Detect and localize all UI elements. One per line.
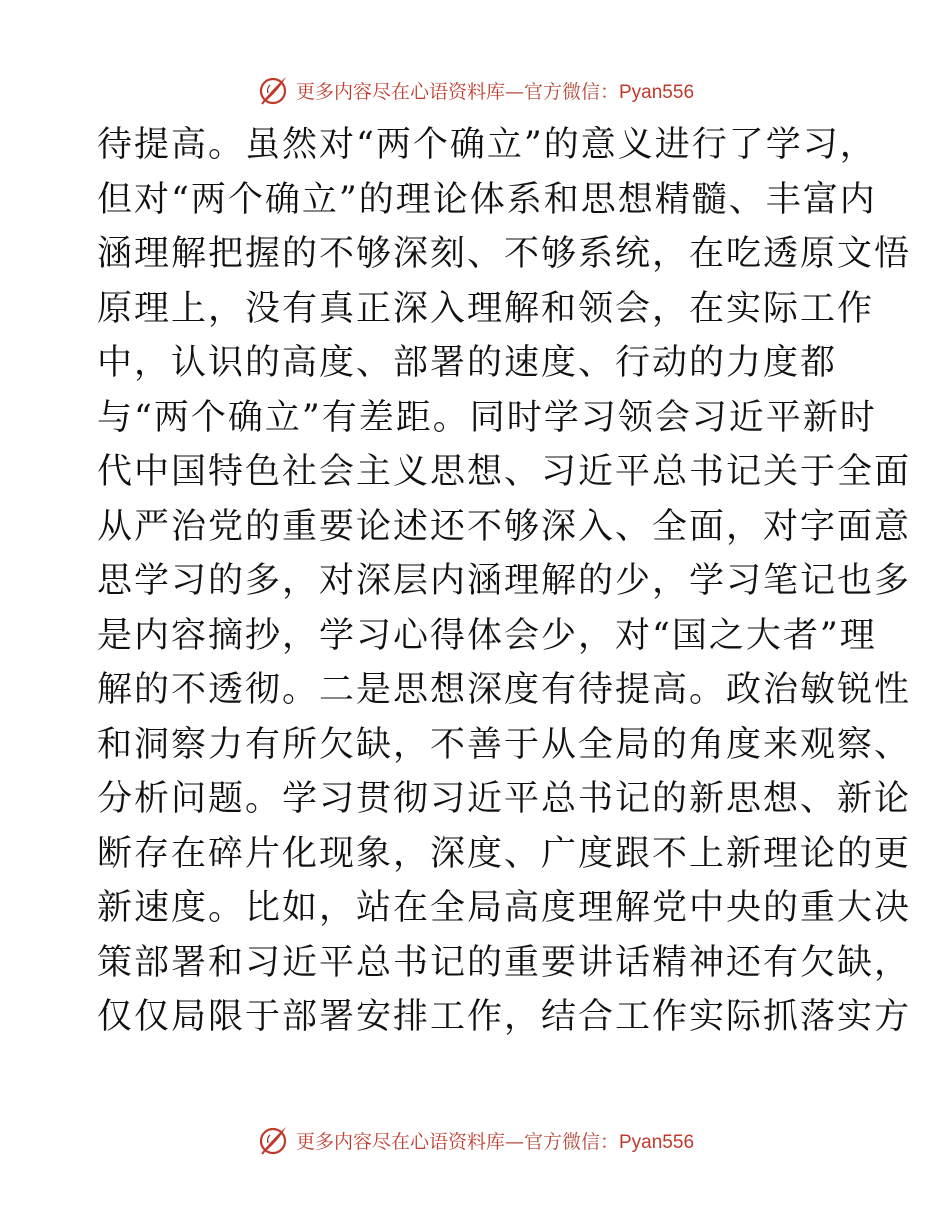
- footer-banner: [0, 1122, 950, 1158]
- feather-pen-logo-icon: [256, 1123, 290, 1157]
- body-line: 原理上，没有真正深入理解和领会，在实际工作: [97, 288, 875, 329]
- footer-wechat-label: 官方微信：: [523, 1130, 619, 1153]
- header-site-text: 更多内容尽在心语资料库: [295, 80, 505, 103]
- footer-account: Pyan556: [619, 1131, 695, 1153]
- header-account: Pyan556: [619, 81, 695, 103]
- body-line: 仅仅局限于部署安排工作，结合工作实际抓落实方: [97, 997, 912, 1037]
- footer-site-text: 更多内容尽在心语资料库: [295, 1130, 505, 1153]
- body-line: 和洞察力有所欠缺，不善于从全局的角度来观察、: [97, 724, 912, 765]
- body-line: 思学习的多，对深层内涵理解的少，学习笔记也多: [97, 561, 912, 601]
- body-line: 涵理解把握的不够深刻、不够系统，在吃透原文悟: [97, 234, 912, 274]
- body-line: 但对“两个确立”的理论体系和思想精髓、丰富内: [97, 179, 877, 220]
- body-line: 中，认识的高度、部署的速度、行动的力度都: [97, 343, 838, 383]
- body-line: 从严治党的重要论述还不够深入、全面，对字面意: [97, 506, 912, 547]
- body-line: 是内容摘抄，学习心得体会少，对“国之大者”理: [97, 615, 877, 656]
- body-line: 新速度。比如，站在全局高度理解党中央的重大决: [97, 888, 912, 928]
- header-banner: [0, 72, 950, 108]
- body-line: 与“两个确立”有差距。同时学习领会习近平新时: [97, 397, 877, 438]
- body-line: 策部署和习近平总书记的重要讲话精神还有欠缺，: [97, 942, 912, 983]
- body-line: 分析问题。学习贯彻习近平总书记的新思想、新论: [97, 779, 912, 819]
- header-banner-text: [296, 77, 694, 104]
- body-line: 待提高。虽然对“两个确立”的意义进行了学习，: [97, 125, 877, 165]
- body-line: 断存在碎片化现象，深度、广度跟不上新理论的更: [97, 833, 912, 874]
- header-wechat-label: 官方微信：: [523, 80, 619, 103]
- footer-banner-text: [296, 1127, 694, 1154]
- body-line: 解的不透彻。二是思想深度有待提高。政治敏锐性: [97, 670, 912, 710]
- document-body: [97, 118, 912, 1045]
- footer-dash: —: [504, 1130, 524, 1153]
- body-line: 代中国特色社会主义思想、习近平总书记关于全面: [97, 452, 912, 492]
- feather-pen-logo-icon: [256, 73, 290, 107]
- header-dash: —: [504, 80, 524, 103]
